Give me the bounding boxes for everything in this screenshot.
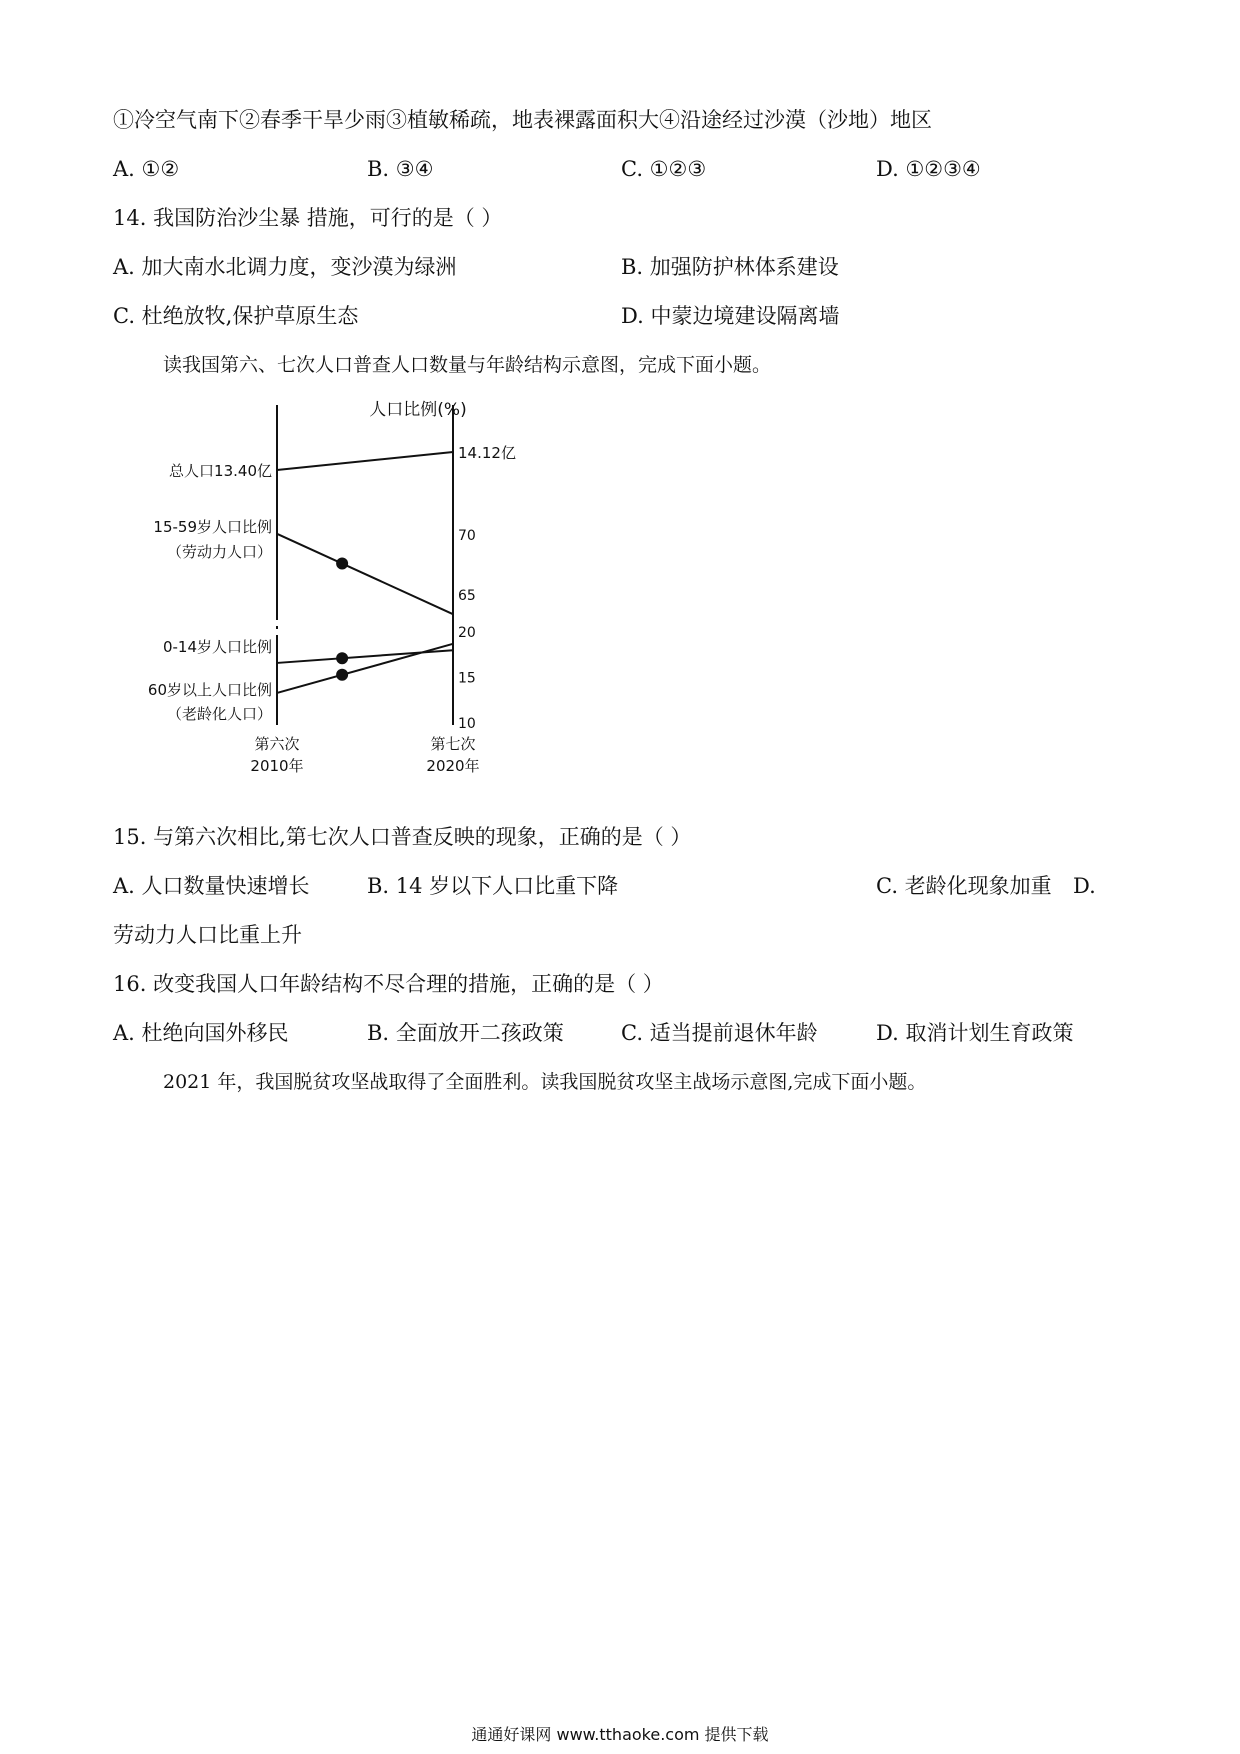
- q15-stem: 15. 与第六次相比,第七次人口普查反映的现象，正确的是（ ）: [113, 825, 692, 849]
- q16-option-a: A. 杜绝向国外移民: [113, 1021, 289, 1045]
- total-population-line: [277, 452, 453, 470]
- children-series-label: 0-14岁人口比例: [162, 638, 272, 656]
- right-tick-label: 20: [458, 625, 476, 641]
- q15-option-c: C. 老龄化现象加重: [876, 874, 1052, 898]
- x-tick-year: 2020年: [426, 757, 480, 775]
- labor-series-label-sub: （劳动力人口）: [166, 543, 272, 561]
- chart-title: 人口比例(%): [369, 400, 467, 420]
- footer-source: 通通好课网 www.tthaoke.com 提供下载: [471, 1725, 769, 1744]
- q16-stem: 16. 改变我国人口年龄结构不尽合理的措施，正确的是（ ）: [113, 972, 664, 996]
- labor-series-line: [277, 534, 453, 614]
- elderly-series-marker: [336, 669, 348, 681]
- population-chart: [100, 395, 540, 795]
- total-population-end-label: 14.12亿: [458, 444, 516, 462]
- labor-series-label: 15-59岁人口比例: [153, 518, 272, 536]
- q14-stem: 14. 我国防治沙尘暴 措施，可行的是（ ）: [113, 206, 503, 230]
- q13-option-c: C. ①②③: [621, 157, 707, 181]
- chart-intro: 读我国第六、七次人口普查人口数量与年龄结构示意图，完成下面小题。: [163, 354, 772, 376]
- q13-option-a: A. ①②: [113, 157, 180, 181]
- right-tick-label: 15: [458, 670, 476, 687]
- q13-option-d: D. ①②③④: [876, 157, 981, 181]
- q16-option-b: B. 全面放开二孩政策: [367, 1021, 564, 1045]
- q15-option-a: A. 人口数量快速增长: [113, 874, 310, 898]
- q15-option-b: B. 14 岁以下人口比重下降: [367, 874, 619, 898]
- q16-option-c: C. 适当提前退休年龄: [621, 1021, 818, 1045]
- elderly-series-label: 60岁以上人口比例: [147, 681, 272, 699]
- q13-statements: ①冷空气南下②春季干旱少雨③植敏稀疏，地表裸露面积大④沿途经过沙漠（沙地）地区: [113, 108, 932, 132]
- right-tick-label: 70: [458, 528, 476, 544]
- right-tick-label: 10: [458, 716, 476, 732]
- x-tick-year: 2010年: [250, 757, 304, 775]
- right-tick-label: 65: [458, 588, 476, 604]
- x-tick-label: 第六次: [254, 735, 300, 753]
- q13-option-b: B. ③④: [367, 157, 434, 181]
- elderly-series-label-sub: （老龄化人口）: [166, 705, 272, 723]
- x-tick-label: 第七次: [430, 735, 476, 753]
- elderly-series-line: [277, 644, 453, 693]
- q14-option-b: B. 加强防护林体系建设: [621, 255, 839, 279]
- q16-option-d: D. 取消计划生育政策: [876, 1021, 1074, 1045]
- poverty-intro: 2021 年，我国脱贫攻坚战取得了全面胜利。读我国脱贫攻坚主战场示意图,完成下面小题。: [163, 1071, 927, 1093]
- q14-option-d: D. 中蒙边境建设隔离墙: [621, 304, 840, 328]
- total-population-label: 总人口13.40亿: [169, 462, 272, 480]
- q15-option-d-text: 劳动力人口比重上升: [113, 923, 302, 947]
- q15-option-d: D.: [1073, 874, 1096, 898]
- q14-option-c: C. 杜绝放牧,保护草原生态: [113, 304, 359, 328]
- q14-option-a: A. 加大南水北调力度，变沙漠为绿洲: [113, 255, 457, 279]
- labor-series-marker: [336, 558, 348, 570]
- children-series-marker: [336, 652, 348, 664]
